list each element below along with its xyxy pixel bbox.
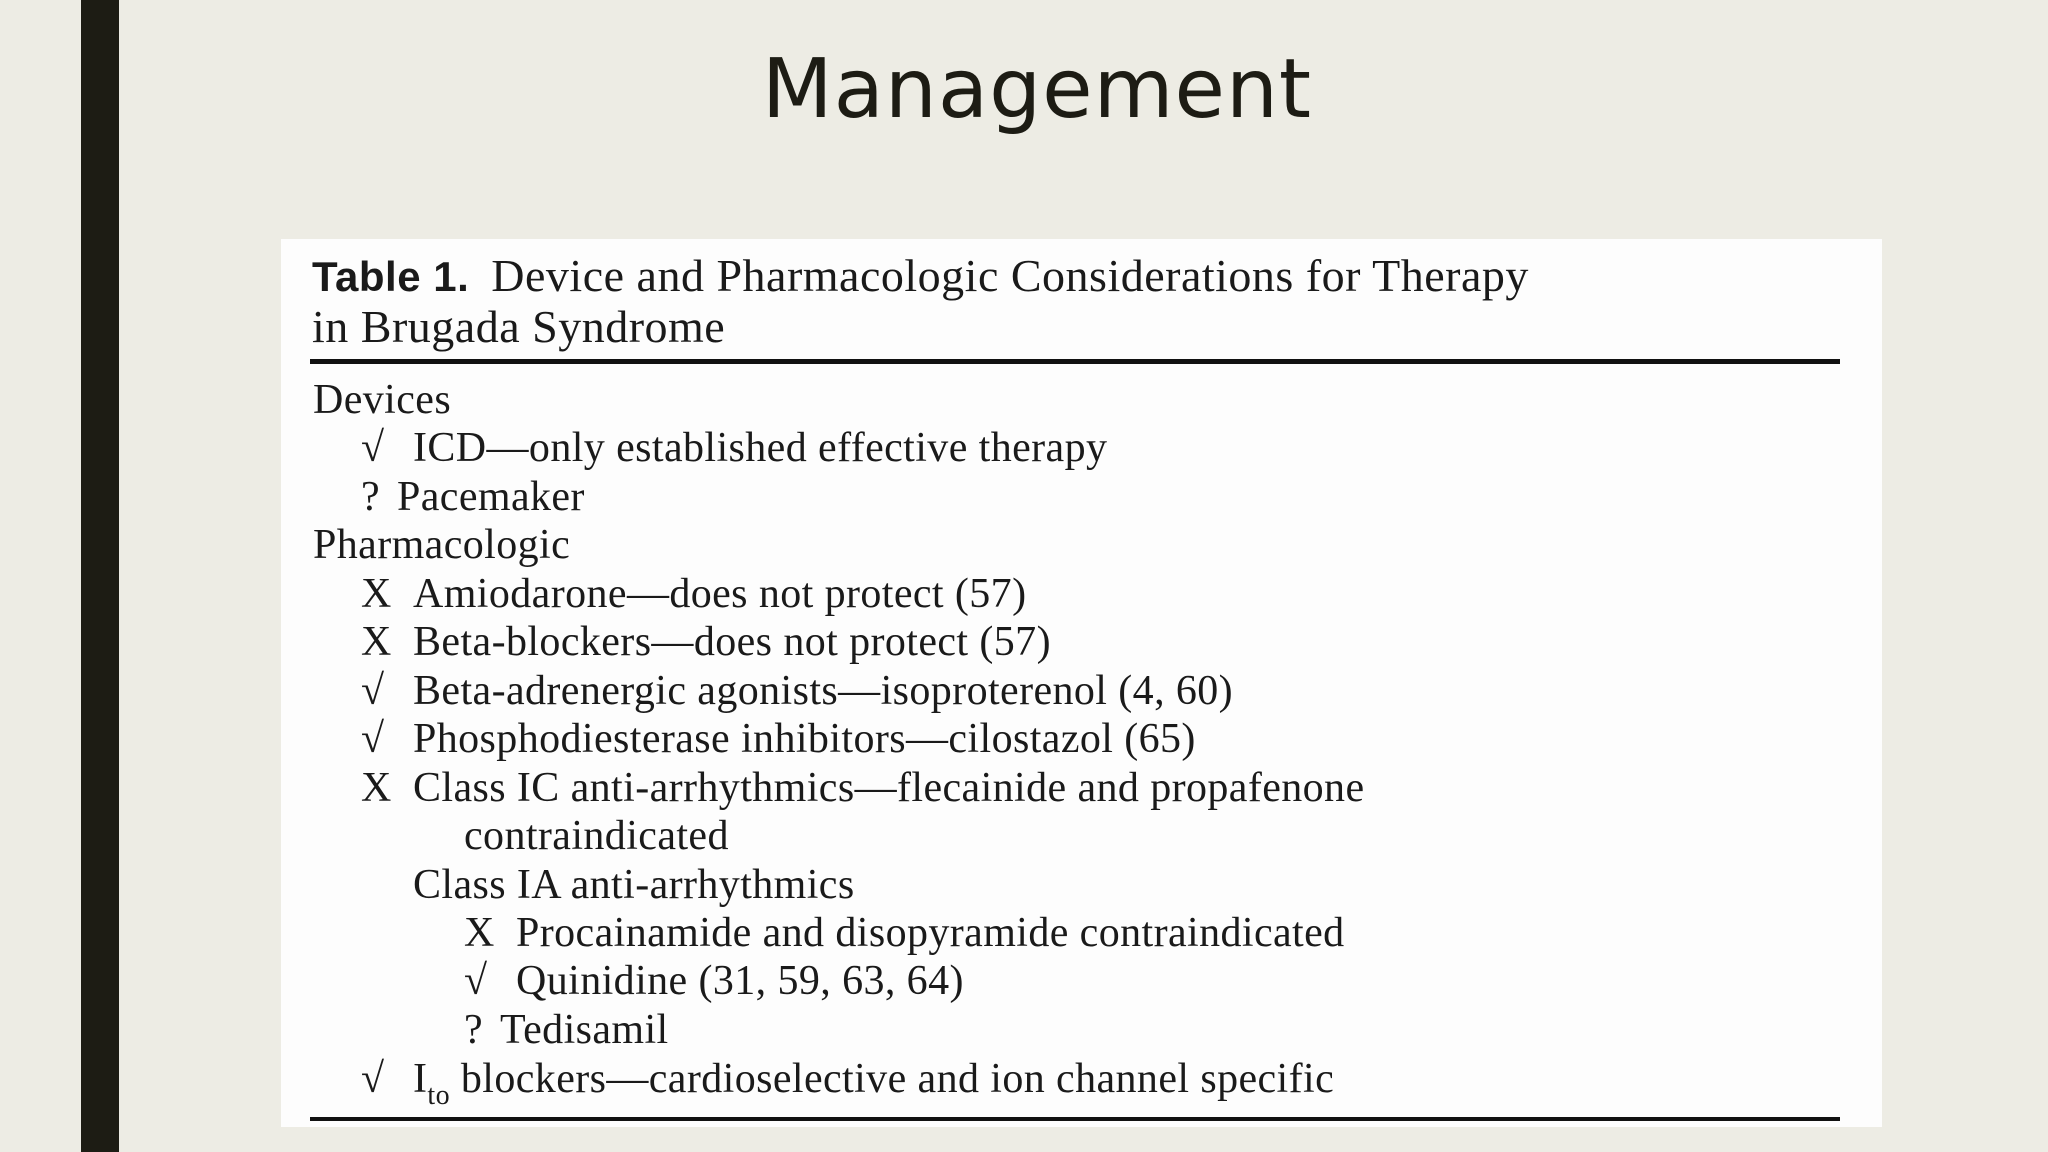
row-text: Beta-adrenergic agonists—isoproterenol (4, 60) (413, 668, 1234, 714)
row-text: Quinidine (31, 59, 63, 64) (516, 958, 964, 1004)
table-row-procainamide (464, 909, 1345, 957)
slide-title: Management (761, 42, 1313, 137)
x-mark-icon: X (361, 765, 392, 811)
table-bottom-rule (310, 1117, 1840, 1121)
table-row-tedisamil (464, 1006, 669, 1054)
row-text: Tedisamil (500, 1007, 669, 1053)
ito-subscript: to (427, 1080, 450, 1111)
check-mark-icon: √ (361, 668, 385, 714)
table-row-beta-agonists (361, 667, 1233, 715)
table-top-rule (310, 359, 1840, 364)
row-text: Beta-blockers—does not protect (57) (413, 619, 1051, 665)
table-row-class-ic (361, 764, 1365, 812)
table-row-amiodarone (361, 570, 1026, 618)
row-text: ICD—only established effective therapy (413, 425, 1108, 471)
slide-accent-bar (81, 0, 119, 1152)
table-row-quinidine (464, 957, 964, 1005)
table-row-pharmacologic (313, 521, 570, 569)
check-mark-icon: √ (361, 716, 385, 762)
table-row-devices (313, 376, 451, 424)
table-row-beta-blockers (361, 618, 1051, 666)
x-mark-icon: X (361, 619, 392, 665)
ito-symbol: I (413, 1056, 428, 1102)
check-mark-icon: √ (464, 958, 488, 1004)
row-text: Class IC anti-arrhythmics—flecainide and propafenone (413, 765, 1365, 811)
row-text: blockers—cardioselective and ion channel specific (449, 1056, 1335, 1102)
row-text: Pacemaker (397, 474, 585, 520)
table-row-ito-blockers (361, 1055, 1334, 1120)
table-caption-line2: in Brugada Syndrome (312, 301, 726, 352)
row-text: Class IA anti-arrhythmics (413, 862, 855, 908)
table-image-panel (281, 239, 1882, 1127)
row-text: Pharmacologic (313, 522, 571, 568)
question-mark-icon: ? (464, 1007, 484, 1053)
table-caption-line1: Device and Pharmacologic Considerations for Therapy (491, 250, 1529, 301)
table-row-pde-inhibitors (361, 715, 1196, 763)
table-row-class-ia (413, 861, 855, 909)
row-text: Devices (313, 377, 452, 423)
check-mark-icon: √ (361, 425, 385, 471)
row-text: contraindicated (464, 813, 729, 859)
table-row-class-ic-continued (464, 812, 729, 860)
x-mark-icon: X (464, 910, 495, 956)
row-text: Procainamide and disopyramide contraindicated (516, 910, 1345, 956)
table-row-icd (361, 424, 1107, 472)
check-mark-icon: √ (361, 1056, 385, 1102)
row-text: Amiodarone—does not protect (57) (413, 571, 1027, 617)
question-mark-icon: ? (361, 474, 381, 520)
row-text: Phosphodiesterase inhibitors—cilostazol (65) (413, 716, 1196, 762)
table-caption (312, 251, 1852, 352)
table-caption-label: Table 1. (312, 253, 470, 300)
x-mark-icon: X (361, 571, 392, 617)
table-row-pacemaker (361, 473, 585, 521)
